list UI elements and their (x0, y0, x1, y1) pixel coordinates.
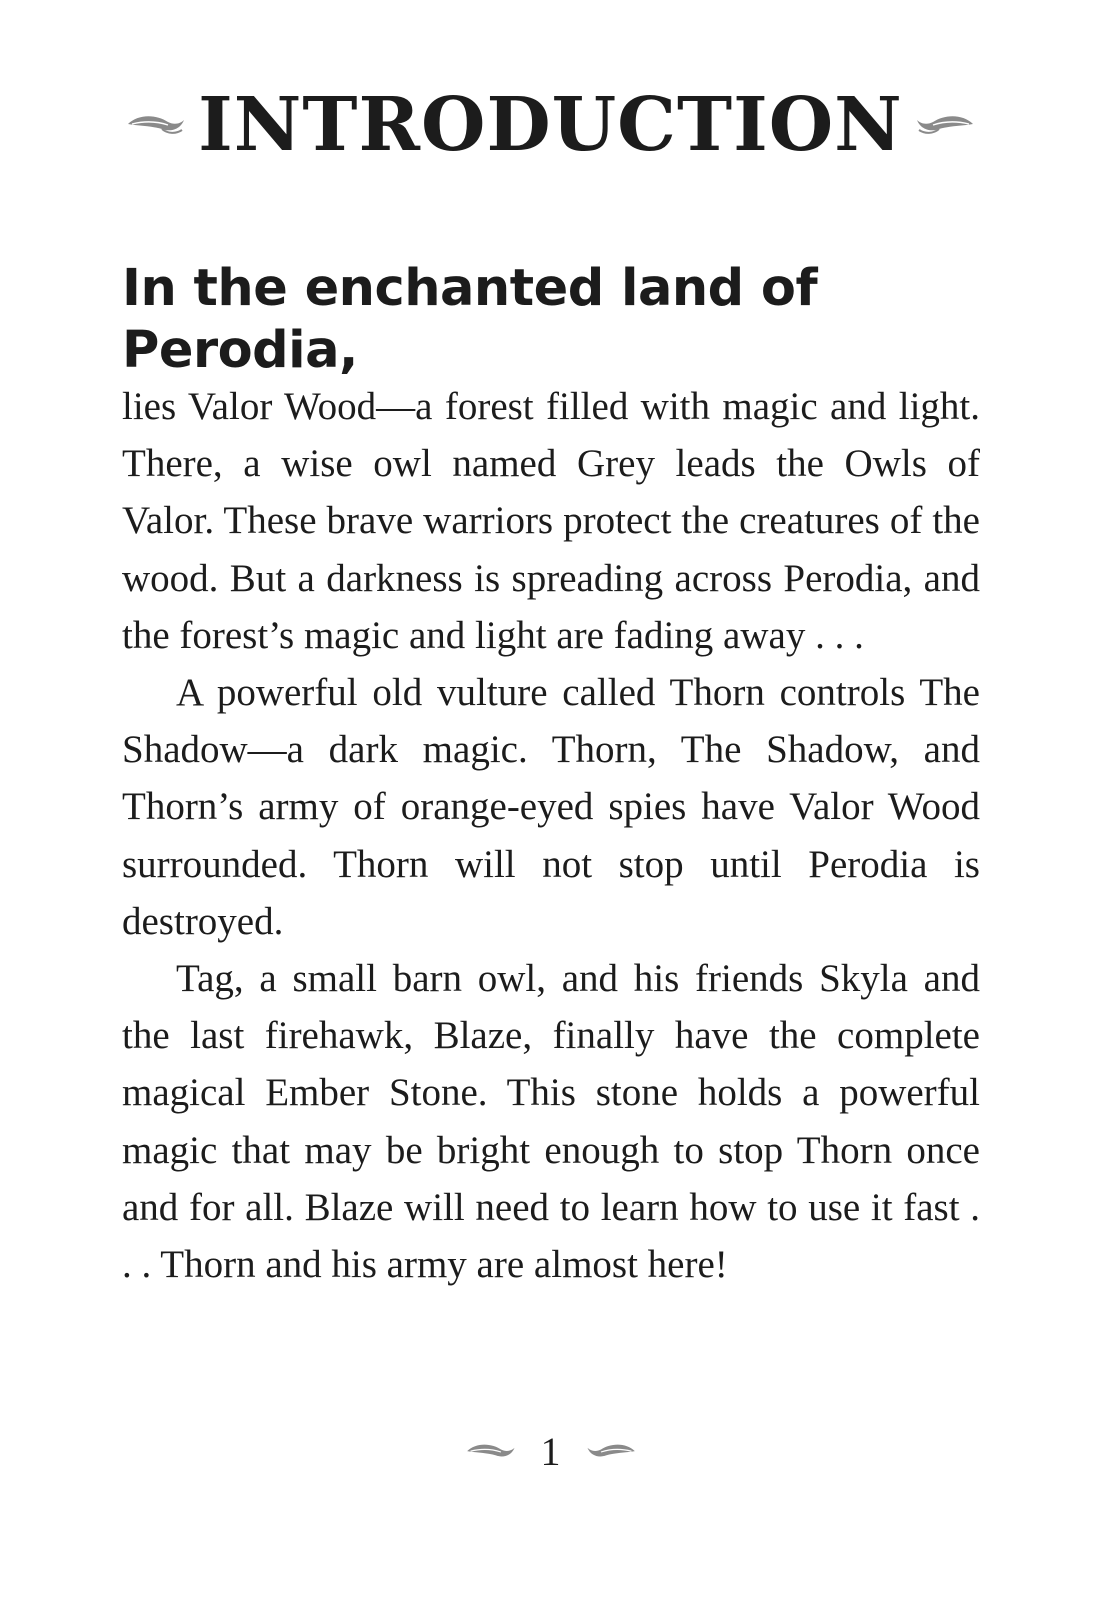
footer-leaf-right-icon (583, 1441, 641, 1463)
body-text (122, 258, 980, 1293)
chapter-heading (0, 82, 1101, 168)
page-number: 1 (540, 1429, 561, 1474)
paragraph-2: A powerful old vulture called Thorn controls The Shadow—a dark magic. Thorn, The Shadow, and Thorn’s army of orange-eyed spies have Valor Wood surrounded. Thorn will not stop until Perodia is destroyed. (122, 671, 980, 943)
page-footer (0, 1429, 1101, 1474)
lead-line: In the enchanted land of Perodia, (122, 259, 818, 380)
paragraph-1: lies Valor Wood—a forest filled with magic and light. There, a wise owl named Grey leads the Owls of Valor. These brave warriors protect the creatures of the wood. But a darkness is spreading across Perodia, and the forest’s magic and light are fading away . . . (122, 385, 980, 657)
paragraph-3: Tag, a small barn owl, and his friends Skyla and the last firehawk, Blaze, finally have the complete magical Ember Stone. This stone holds a powerful magic that may be bright enough to stop Thorn once and for all. Blaze will need to learn how to use it fast . . . Thorn and his army are almost here! (122, 957, 980, 1287)
chapter-title: INTRODUCTION (198, 82, 903, 168)
footer-leaf-left-icon (461, 1441, 519, 1463)
leaf-ornament-right-icon (915, 112, 977, 138)
leaf-ornament-left-icon (124, 112, 186, 138)
